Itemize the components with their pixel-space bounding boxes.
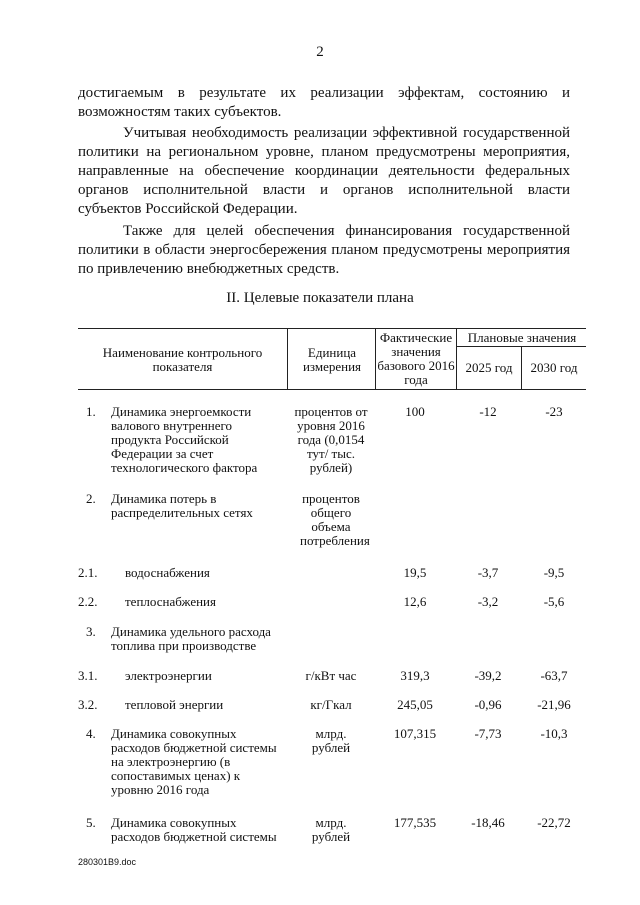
row-name: тепловой энергии	[125, 697, 224, 712]
header-divider	[287, 328, 288, 389]
footer-file-code: 280301B9.doc	[78, 857, 137, 867]
row-name: Динамика энергоемкости валового внутреннего продукта Российской Федерации за счет технологического фактора	[111, 404, 258, 475]
row-name: электроэнергии	[125, 668, 212, 683]
row-unit: процентов общего объема потребления	[300, 491, 370, 548]
row-2025: -3,7	[477, 565, 499, 580]
row-unit: кг/Гкал	[310, 697, 352, 712]
header-2025: 2025 год	[465, 360, 513, 375]
header-planned: Плановые значения	[467, 330, 577, 345]
header-2030: 2030 год	[530, 360, 578, 375]
row-2025: -0,96	[474, 697, 502, 712]
row-number: 2.1.	[78, 565, 98, 580]
row-name: водоснабжения	[125, 565, 210, 580]
row-name: Динамика совокупных расходов бюджетной системы	[111, 815, 277, 844]
row-2030: -22,72	[537, 815, 571, 830]
row-2030: -9,5	[543, 565, 565, 580]
row-2025: -18,46	[471, 815, 505, 830]
section-title: II. Целевые показатели плана	[226, 290, 414, 306]
row-unit: процентов от уровня 2016 года (0,0154 тут/ тыс. рублей)	[294, 404, 368, 475]
row-number: 3.	[86, 624, 96, 639]
row-fact: 19,5	[403, 565, 427, 580]
row-number: 3.2.	[78, 697, 98, 712]
row-name: Динамика совокупных расходов бюджетной системы на электроэнергию (в сопоставимых ценах) к уровню 2016 года	[111, 726, 277, 797]
row-2030: -23	[545, 404, 563, 419]
row-name: Динамика удельного расхода топлива при производстве	[111, 624, 271, 653]
row-number: 4.	[86, 726, 96, 741]
row-unit: млрд. рублей	[311, 726, 351, 755]
header-fact: Фактические значения базового 2016 года	[377, 330, 455, 387]
row-unit: млрд. рублей	[311, 815, 351, 844]
row-name: Динамика потерь в распределительных сетях	[111, 491, 253, 520]
row-2030: -10,3	[540, 726, 568, 741]
row-2030: -21,96	[537, 697, 571, 712]
row-2030: -5,6	[543, 594, 565, 609]
header-name: Наименование контрольного показателя	[102, 345, 263, 374]
page-number: 2	[316, 44, 324, 60]
row-number: 2.2.	[78, 594, 98, 609]
row-fact: 177,535	[393, 815, 437, 830]
row-2025: -3,2	[477, 594, 499, 609]
row-number: 2.	[86, 491, 96, 506]
row-2030: -63,7	[540, 668, 568, 683]
row-2025: -7,73	[474, 726, 502, 741]
row-number: 5.	[86, 815, 96, 830]
paragraph-continued: достигаемым в результате их реализации эффектам, состоянию и возможностям таких субъектов.	[78, 85, 570, 120]
row-number: 3.1.	[78, 668, 98, 683]
table-header-bottom-rule	[78, 389, 586, 390]
header-unit: Единица измерения	[302, 345, 362, 374]
row-fact: 245,05	[397, 697, 433, 712]
paragraph-coordination: Учитывая необходимость реализации эффективной государственной политики на региональном уровне, планом предусмотрены мероприятия, направленные на обеспечение координации деятельности федеральных органов исполнительной власти и органов исполнительной власти субъектов Российской Федерации.	[78, 125, 570, 217]
row-number: 1.	[86, 404, 96, 419]
row-fact: 12,6	[403, 594, 427, 609]
header-divider	[375, 328, 376, 389]
row-2025: -12	[479, 404, 497, 419]
row-fact: 319,3	[400, 668, 430, 683]
table-top-rule	[78, 328, 586, 329]
row-name: теплоснабжения	[125, 594, 216, 609]
row-2025: -39,2	[474, 668, 502, 683]
paragraph-financing: Также для целей обеспечения финансирования государственной политики в области энергосбережения планом предусмотрены мероприятия по привлечению внебюджетных средств.	[78, 223, 570, 277]
row-fact: 107,315	[393, 726, 437, 741]
row-fact: 100	[405, 404, 425, 419]
row-unit: г/кВт час	[305, 668, 357, 683]
